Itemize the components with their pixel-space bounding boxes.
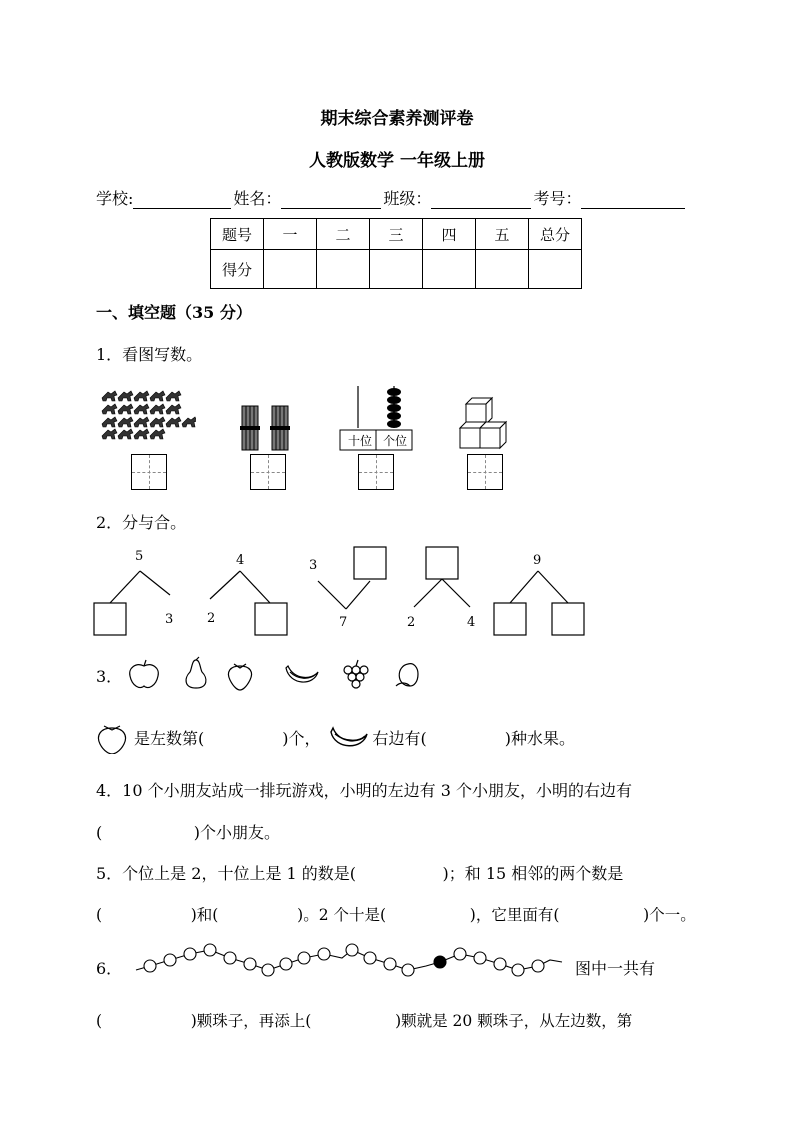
section-heading: 一、填空题（35 分） (96, 303, 252, 322)
question-4-line2: ( )个小朋友。 (96, 823, 281, 842)
stick-bundles-picture (238, 402, 298, 452)
number-bonds-diagram (92, 545, 692, 640)
score-header-cell: 总分 (529, 219, 582, 250)
bond-3-right: 7 (339, 615, 348, 630)
exam-subtitle: 人教版数学 一年级上册 (309, 151, 485, 171)
tens-label: 十位 (347, 434, 372, 448)
question-5-line2: ( )和( )。2 个十是( )，它里面有( )个一。 (96, 906, 696, 924)
question-6-tail: 图中一共有 (575, 959, 656, 978)
score-header-cell: 三 (370, 219, 423, 250)
score-header-cell: 四 (423, 219, 476, 250)
ones-label: 个位 (382, 434, 407, 448)
answer-box[interactable] (467, 454, 503, 490)
apple-icon (130, 660, 159, 688)
score-table (210, 218, 582, 289)
score-cell[interactable] (264, 250, 317, 289)
score-cell[interactable] (476, 250, 529, 289)
pear-icon (186, 657, 206, 688)
class-label: 班级： (383, 189, 432, 208)
grapes-icon (344, 660, 368, 688)
score-header-cell: 题号 (211, 219, 264, 250)
cubes-picture (458, 396, 518, 452)
strawberry-icon (96, 720, 128, 754)
answer-box[interactable] (358, 454, 394, 490)
fruit-row (126, 656, 436, 692)
question-3-part3: 右边有( (372, 728, 427, 748)
score-header-cell: 五 (476, 219, 529, 250)
answer-box[interactable] (250, 454, 286, 490)
school-field[interactable] (133, 190, 231, 209)
answer-box[interactable] (131, 454, 167, 490)
question-1-text: 1．看图写数。 (96, 345, 203, 364)
bond-3-left: 3 (309, 558, 318, 573)
exam-no-field[interactable] (581, 190, 685, 209)
question-3-number: 3． (96, 667, 123, 686)
score-cell[interactable] (529, 250, 582, 289)
bond-5-top: 9 (533, 553, 542, 568)
question-5-line1: 5．个位上是 2，十位上是 1 的数是( )；和 15 相邻的两个数是 (96, 864, 624, 883)
question-6-line2: ( )颗珠子，再添上( )颗就是 20 颗珠子，从左边数，第 (96, 1012, 633, 1030)
bond-4-left: 2 (407, 615, 416, 630)
question-3-part2: )个， (282, 728, 321, 748)
exam-no-label: 考号： (533, 189, 582, 208)
score-header-cell: 一 (264, 219, 317, 250)
name-field[interactable] (281, 190, 381, 209)
exam-title: 期末综合素养测评卷 (320, 109, 474, 129)
class-field[interactable] (431, 190, 531, 209)
student-info-line (96, 186, 687, 209)
question-2-text: 2．分与合。 (96, 513, 187, 532)
bond-1-top: 5 (135, 549, 144, 564)
score-row-label: 得分 (211, 250, 264, 289)
school-label: 学校: (96, 189, 134, 208)
question-4-line1: 4．10 个小朋友站成一排玩游戏，小明的左边有 3 个小朋友，小明的右边有 (96, 781, 632, 800)
score-table-header-row (211, 219, 582, 250)
bead-string-diagram (134, 940, 574, 984)
score-header-cell: 二 (317, 219, 370, 250)
question-3-line (96, 720, 575, 754)
score-cell[interactable] (317, 250, 370, 289)
peach-icon (396, 664, 418, 686)
bond-4-right: 4 (467, 615, 476, 630)
score-cell[interactable] (370, 250, 423, 289)
banana-icon (329, 722, 369, 752)
banana-icon (286, 666, 318, 682)
question-6-number: 6． (96, 959, 123, 978)
score-table-score-row (211, 250, 582, 289)
strawberry-icon (228, 664, 251, 690)
bond-2-top: 4 (236, 553, 245, 568)
bond-2-left: 2 (207, 611, 216, 626)
bond-1-right: 3 (165, 612, 174, 627)
question-3-part1: 是左数第( (134, 728, 205, 748)
question-3-part4: )种水果。 (504, 728, 575, 748)
score-cell[interactable] (423, 250, 476, 289)
horses-picture (100, 388, 196, 440)
name-label: 姓名： (233, 189, 282, 208)
